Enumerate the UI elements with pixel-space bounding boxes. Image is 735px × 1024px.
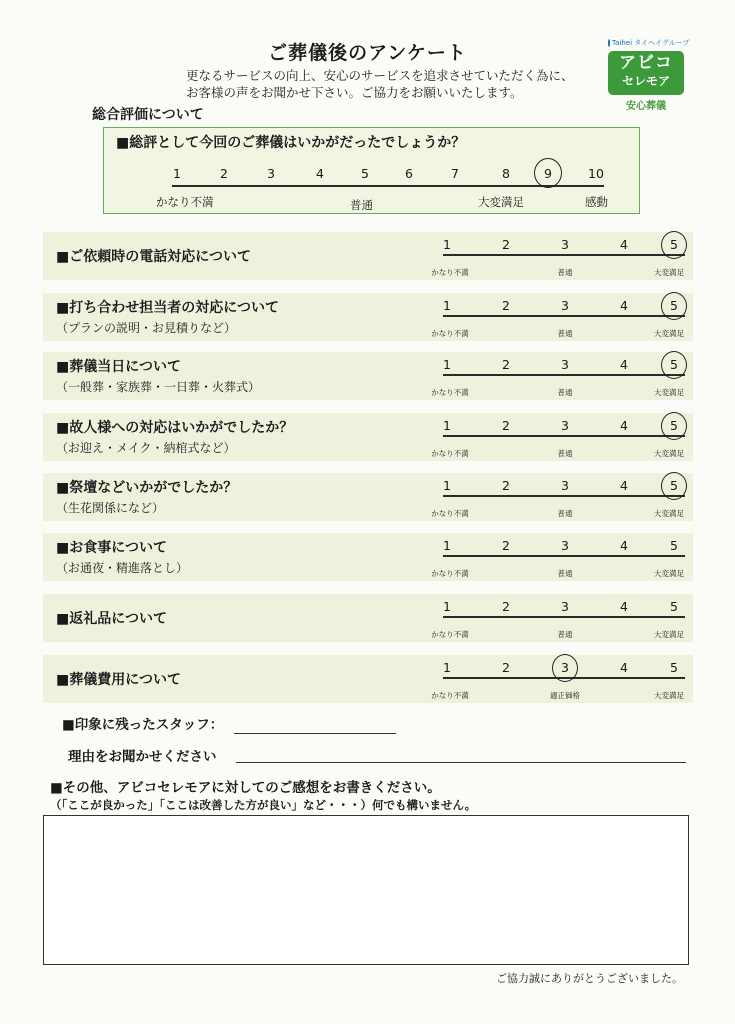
rating-label-low: かなり不満	[431, 509, 469, 518]
rating-option[interactable]: 1	[443, 538, 451, 553]
rating-label-mid: 普通	[557, 449, 573, 458]
rating-option[interactable]: 2	[502, 298, 510, 313]
rating-option[interactable]: 2	[502, 660, 510, 675]
rating-label-low: かなり不満	[431, 569, 469, 578]
overall-label-high: 大変満足	[478, 195, 524, 209]
comment-box[interactable]	[43, 815, 689, 965]
rating-label-low: かなり不満	[431, 268, 469, 277]
rating-option[interactable]: 5	[670, 237, 678, 252]
rating-option[interactable]: 5	[670, 298, 678, 313]
impression-field[interactable]	[234, 733, 396, 734]
question-title: ■葬儀費用について	[56, 672, 181, 688]
rating-option[interactable]: 1	[443, 660, 451, 675]
rating-option[interactable]: 3	[561, 478, 569, 493]
rating-option[interactable]: 2	[502, 418, 510, 433]
rating-option[interactable]: 2	[502, 478, 510, 493]
rating-line	[443, 315, 685, 317]
rating-option[interactable]: 4	[620, 357, 628, 372]
logo-name-line1: アビコ	[619, 53, 673, 73]
intro-line-2: お客様の声をお聞かせ下さい。ご協力をお願いいたします。	[186, 85, 523, 100]
rating-option[interactable]: 2	[502, 357, 510, 372]
overall-scale-option[interactable]: 10	[588, 166, 604, 181]
rating-option[interactable]: 1	[443, 478, 451, 493]
overall-scale-option[interactable]: 4	[316, 166, 324, 181]
rating-label-mid: 適正価格	[550, 691, 580, 700]
rating-line	[443, 555, 685, 557]
rating-option[interactable]: 3	[561, 599, 569, 614]
overall-question: ■総評として今回のご葬儀はいかがだったでしょうか？	[116, 135, 466, 151]
logo-name-line2: セレモア	[621, 74, 670, 88]
overall-scale-option[interactable]: 5	[361, 166, 369, 181]
rating-option[interactable]: 5	[670, 660, 678, 675]
overall-label-mid: 普通	[350, 198, 373, 212]
selection-circle	[661, 472, 687, 500]
rating-option[interactable]: 4	[620, 237, 628, 252]
rating-option[interactable]: 4	[620, 478, 628, 493]
rating-line	[443, 616, 685, 618]
question-title: ■打ち合わせ担当者の対応について	[56, 300, 279, 316]
overall-scale-option[interactable]: 1	[173, 166, 181, 181]
logo-tagline: 安心葬儀	[626, 101, 666, 112]
rating-option[interactable]: 3	[561, 237, 569, 252]
rating-line	[443, 254, 685, 256]
rating-option[interactable]: 2	[502, 538, 510, 553]
overall-scale-option[interactable]: 7	[451, 166, 459, 181]
rating-label-mid: 普通	[557, 388, 573, 397]
rating-label-high: 大変満足	[654, 449, 684, 458]
rating-label-mid: 普通	[557, 630, 573, 639]
rating-label-low: かなり不満	[431, 630, 469, 639]
rating-label-low: かなり不満	[431, 329, 469, 338]
impression-label: ■印象に残ったスタッフ：	[62, 717, 224, 733]
rating-label-high: 大変満足	[654, 329, 684, 338]
question-title: ■返礼品について	[56, 611, 167, 627]
rating-line	[443, 435, 685, 437]
reason-field[interactable]	[236, 762, 686, 763]
intro-line-1: 更なるサービスの向上、安心のサービスを追求させていただく為に、	[186, 68, 574, 83]
intro-text	[186, 67, 574, 101]
rating-option[interactable]: 3	[561, 538, 569, 553]
comments-title: ■その他、アビコセレモアに対してのご感想をお書きください。	[50, 780, 441, 796]
overall-scale-option[interactable]: 2	[220, 166, 228, 181]
question-title: ■葬儀当日について	[56, 359, 181, 375]
rating-option[interactable]: 1	[443, 237, 451, 252]
selection-circle	[552, 654, 578, 682]
rating-label-high: 大変満足	[654, 630, 684, 639]
overall-label-top: 感動	[585, 195, 608, 209]
rating-option[interactable]: 3	[561, 357, 569, 372]
rating-option[interactable]: 5	[670, 357, 678, 372]
rating-option[interactable]: 3	[561, 660, 569, 675]
selection-circle	[534, 158, 562, 188]
rating-label-low: かなり不満	[431, 691, 469, 700]
group-mark	[608, 38, 688, 48]
comments-subtitle: （「ここが良かった」「ここは改善した方が良い」など・・・）何でも構いません。	[50, 798, 477, 812]
question-subtitle: （プランの説明・お見積りなど）	[56, 321, 237, 335]
rating-option[interactable]: 1	[443, 357, 451, 372]
reason-label: 理由をお聞かせください	[68, 749, 217, 765]
overall-scale-option[interactable]: 6	[405, 166, 413, 181]
overall-scale-option[interactable]: 3	[267, 166, 275, 181]
overall-scale-option[interactable]: 8	[502, 166, 510, 181]
rating-label-low: かなり不満	[431, 388, 469, 397]
rating-line	[443, 374, 685, 376]
rating-option[interactable]: 4	[620, 418, 628, 433]
question-title: ■故人様への対応はいかがでしたか？	[56, 420, 294, 436]
rating-option[interactable]: 3	[561, 298, 569, 313]
rating-label-high: 大変満足	[654, 569, 684, 578]
thanks-text: ご協力誠にありがとうございました。	[496, 972, 683, 985]
overall-label-low: かなり不満	[156, 195, 214, 209]
question-title: ■ご依頼時の電話対応について	[56, 249, 251, 265]
rating-option[interactable]: 4	[620, 538, 628, 553]
question-subtitle: （お通夜・精進落とし）	[56, 561, 189, 575]
rating-option[interactable]: 2	[502, 237, 510, 252]
company-logo	[608, 38, 688, 112]
question-subtitle: （生花関係になど）	[56, 501, 165, 515]
question-subtitle: （お迎え・メイク・納棺式など）	[56, 441, 236, 455]
rating-option[interactable]: 4	[620, 660, 628, 675]
rating-option[interactable]: 2	[502, 599, 510, 614]
question-subtitle: （一般葬・家族葬・一日葬・火葬式）	[56, 380, 261, 394]
rating-label-mid: 普通	[557, 569, 573, 578]
rating-line	[443, 495, 685, 497]
selection-circle	[661, 231, 687, 259]
rating-label-mid: 普通	[557, 329, 573, 338]
question-title: ■祭壇などいかがでしたか？	[56, 480, 238, 496]
question-title: ■お食事について	[56, 540, 167, 556]
rating-option[interactable]: 5	[670, 538, 678, 553]
rating-option[interactable]: 5	[670, 599, 678, 614]
rating-option[interactable]: 4	[620, 298, 628, 313]
selection-circle	[661, 351, 687, 379]
rating-label-high: 大変満足	[654, 509, 684, 518]
rating-label-high: 大変満足	[654, 691, 684, 700]
selection-circle	[661, 412, 687, 440]
rating-option[interactable]: 3	[561, 418, 569, 433]
rating-option[interactable]: 1	[443, 298, 451, 313]
rating-option[interactable]: 5	[670, 478, 678, 493]
rating-option[interactable]: 1	[443, 418, 451, 433]
rating-option[interactable]: 4	[620, 599, 628, 614]
page-title: ご葬儀後のアンケート	[268, 42, 467, 64]
overall-scale-option[interactable]: 9	[544, 166, 552, 181]
rating-label-low: かなり不満	[431, 449, 469, 458]
rating-label-high: 大変満足	[654, 268, 684, 277]
rating-option[interactable]: 5	[670, 418, 678, 433]
rating-label-mid: 普通	[557, 268, 573, 277]
overall-section-title: 総合評価について	[92, 107, 204, 123]
rating-label-mid: 普通	[557, 509, 573, 518]
rating-label-high: 大変満足	[654, 388, 684, 397]
taihei-mark-icon	[608, 39, 610, 47]
selection-circle	[661, 292, 687, 320]
logo-badge	[608, 51, 684, 95]
rating-option[interactable]: 1	[443, 599, 451, 614]
group-name: Taihei タイヘイグループ	[612, 39, 690, 47]
